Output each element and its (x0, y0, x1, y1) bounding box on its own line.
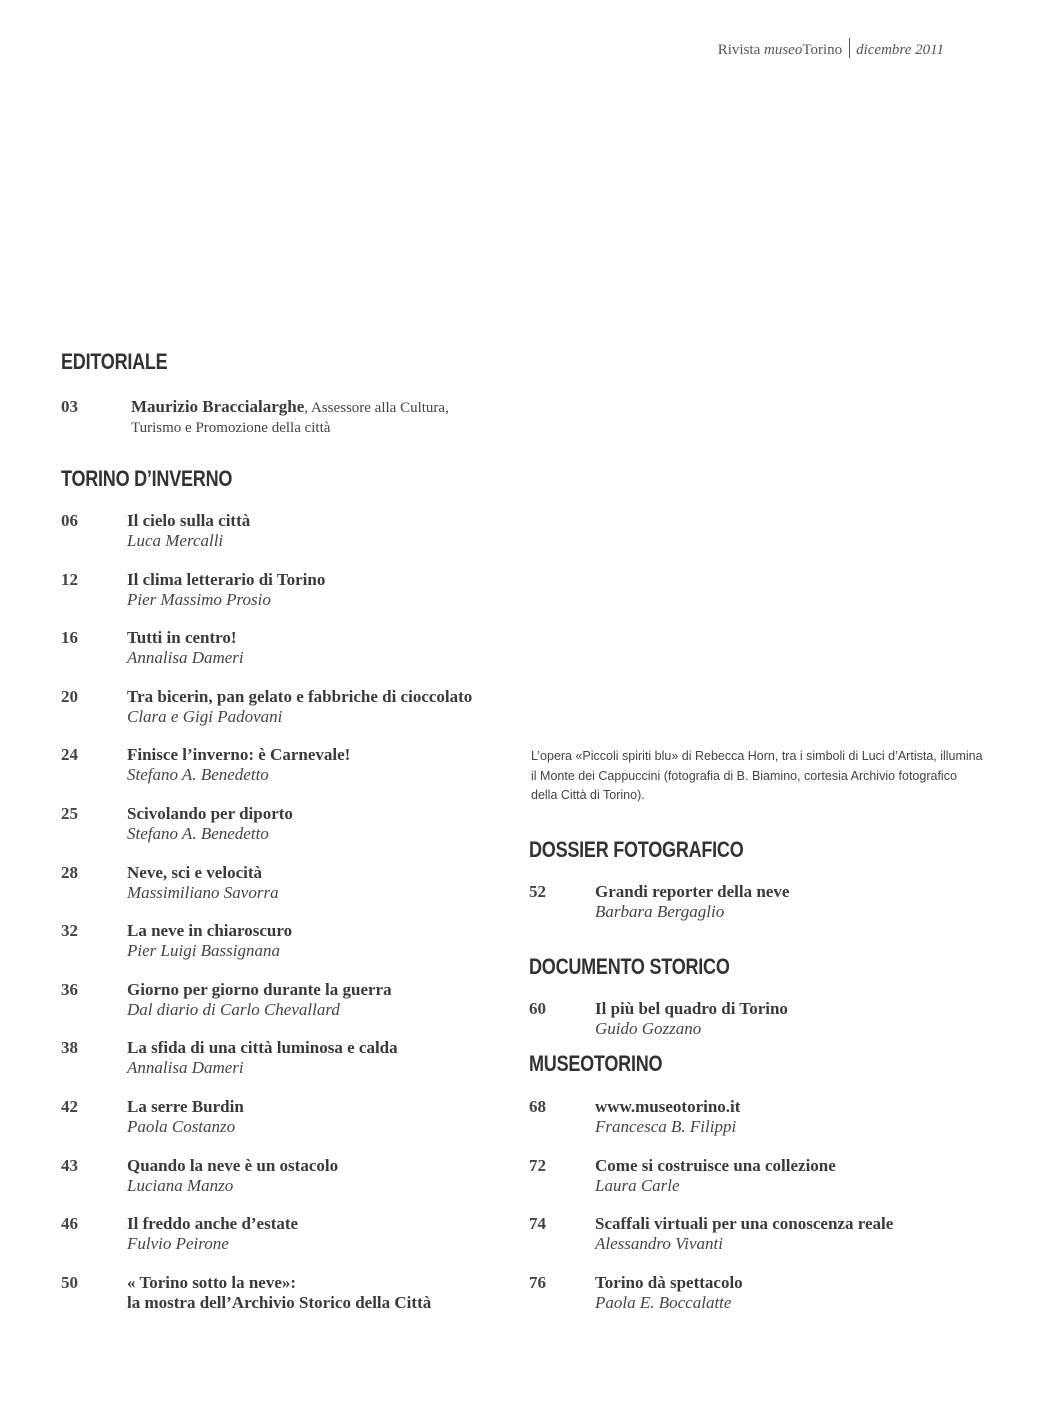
article-author: Paola E. Boccalatte (595, 1292, 732, 1312)
article-title: Tutti in centro! (127, 628, 237, 648)
article-author: Luciana Manzo (127, 1175, 234, 1195)
page-number: 60 (529, 999, 546, 1018)
page-number: 38 (61, 1038, 78, 1058)
right-column (529, 0, 989, 1401)
page-number: 42 (61, 1097, 78, 1116)
article-author: Guido Gozzano (595, 1019, 702, 1038)
section-title-dossier: DOSSIER FOTOGRAFICO (529, 837, 744, 862)
article-title: Giorno per giorno durante la guerra (127, 979, 392, 999)
header-date: dicembre 2011 (856, 42, 944, 58)
section-title-museotorino: MUSEOTORINO (529, 1051, 663, 1076)
page-number: 52 (529, 882, 546, 901)
editoriale-author: Maurizio Braccialarghe (131, 397, 305, 416)
page-number: 06 (61, 511, 78, 530)
article-title: Tra bicerin, pan gelato e fabbriche di cioccolato (127, 686, 473, 706)
article-title: La serre Burdin (127, 1097, 244, 1116)
article-author: Pier Luigi Bassignana (127, 941, 281, 961)
header-museo: museo (764, 42, 803, 58)
section-title-editoriale: EDITORIALE (61, 349, 168, 374)
page-number: 43 (61, 1155, 78, 1175)
page-number: 16 (61, 628, 78, 648)
header-prefix: Rivista (717, 42, 764, 58)
header-torino: Torino (802, 42, 843, 58)
article-author: Laura Carle (595, 1175, 680, 1195)
article-title: www.museotorino.it (595, 1097, 741, 1116)
article-author: Paola Costanzo (127, 1117, 236, 1136)
article-author: Fulvio Peirone (127, 1234, 229, 1254)
article-author: Luca Mercalli (127, 531, 224, 550)
page-number: 68 (529, 1097, 546, 1116)
article-author: Pier Massimo Prosio (127, 589, 271, 609)
article-title: Il cielo sulla città (127, 511, 251, 530)
editoriale-role: , Assessore alla Cultura, (304, 400, 449, 416)
article-title: Scivolando per diporto (127, 804, 293, 823)
article-title: Grandi reporter della neve (595, 882, 790, 901)
page-number: 25 (61, 804, 78, 823)
page-number: 76 (529, 1272, 546, 1292)
article-title: Finisce l’inverno: è Carnevale! (127, 745, 351, 765)
article-title: La sfida di una città luminosa e calda (127, 1038, 398, 1058)
page-number: 12 (61, 569, 78, 589)
article-author: Massimiliano Savorra (127, 882, 279, 902)
page-number: 74 (529, 1214, 546, 1234)
page-number: 24 (61, 745, 78, 765)
article-author: Annalisa Dameri (127, 648, 244, 668)
page-number: 20 (61, 686, 78, 706)
page-number: 72 (529, 1155, 546, 1175)
article-title: Il più bel quadro di Torino (595, 999, 788, 1018)
caption-line: L’opera «Piccoli spiriti blu» di Rebecca Horn, tra i simboli di Luci d’Artista, illumina (531, 749, 983, 763)
article-author: Stefano A. Benedetto (127, 824, 269, 843)
article-title: La neve in chiaroscuro (127, 921, 293, 941)
page-number: 36 (61, 979, 78, 999)
article-author: Francesca B. Filippi (595, 1117, 737, 1136)
article-title: Quando la neve è un ostacolo (127, 1155, 339, 1175)
article-author: Annalisa Dameri (127, 1058, 244, 1078)
caption-line: della Città di Torino). (531, 788, 645, 802)
caption-line: il Monte dei Cappuccini (fotografia di B. Biamino, cortesia Archivio fotografico (531, 768, 957, 783)
article-title: Scaffali virtuali per una conoscenza reale (595, 1214, 894, 1234)
article-author: Dal diario di Carlo Chevallard (127, 999, 340, 1019)
page-number: 46 (61, 1214, 78, 1234)
article-author: Clara e Gigi Padovani (127, 706, 283, 726)
page-number: 50 (61, 1272, 78, 1292)
page-number: 03 (61, 397, 78, 416)
left-column (61, 0, 521, 1401)
article-author: Stefano A. Benedetto (127, 765, 269, 785)
article-title: Come si costruisce una collezione (595, 1155, 836, 1175)
article-title: Il clima letterario di Torino (127, 569, 326, 589)
article-author: Alessandro Vivanti (595, 1234, 723, 1254)
editoriale-role-line2: Turismo e Promozione della città (131, 420, 331, 436)
article-author: Barbara Bergaglio (595, 902, 725, 921)
article-title: Neve, sci e velocità (127, 862, 262, 882)
page-number: 32 (61, 921, 78, 941)
article-title: Torino dà spettacolo (595, 1272, 743, 1292)
article-title: Il freddo anche d’estate (127, 1214, 299, 1234)
article-title-line2: la mostra dell’Archivio Storico della Città (127, 1292, 432, 1312)
section-title-documento: DOCUMENTO STORICO (529, 954, 730, 979)
article-title: « Torino sotto la neve»: (127, 1272, 297, 1292)
page-number: 28 (61, 862, 78, 882)
section-title-torino-inverno: TORINO D’INVERNO (61, 466, 233, 491)
